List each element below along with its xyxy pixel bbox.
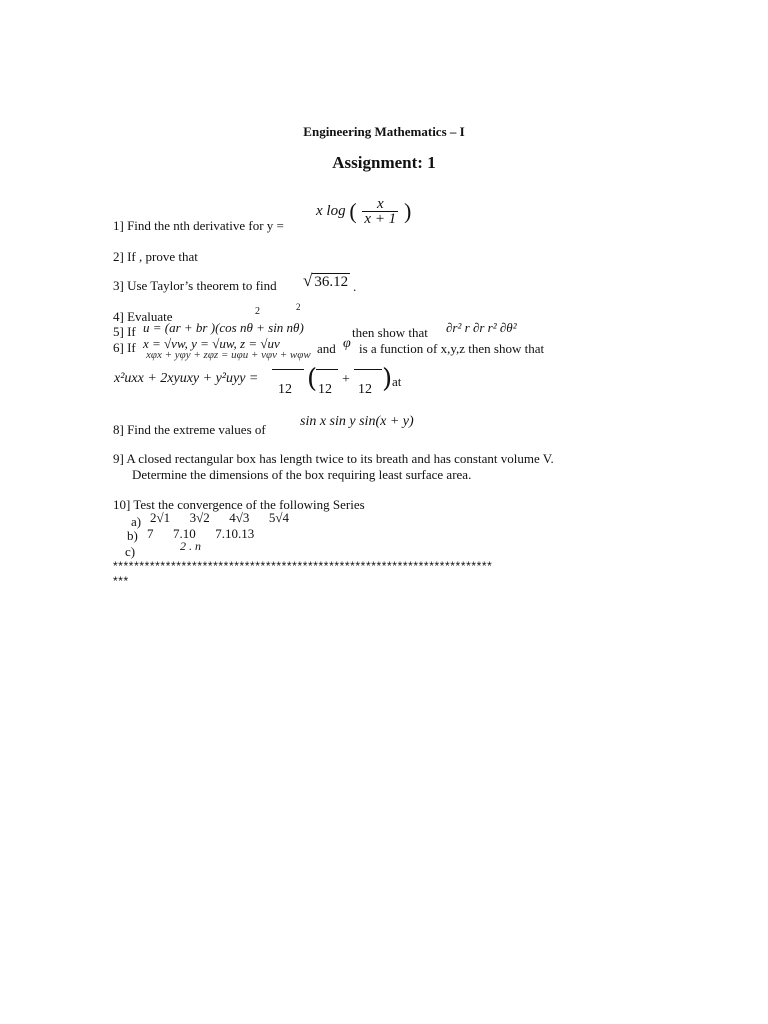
q10-a-terms: 2√1 3√2 4√3 5√4 — [150, 510, 290, 525]
question-1-formula: x log ( $\frac{x}{x + 1}$ ) — [316, 196, 412, 227]
assignment-title: Assignment: 1 — [332, 153, 436, 172]
question-5-text: 5] If — [113, 324, 136, 339]
q7-left-paren: ( — [307, 364, 318, 394]
question-8-text: 8] Find the extreme values of — [113, 422, 266, 437]
q4-fragment-b: 2 — [296, 302, 301, 312]
q1-formula-lead: x log — [316, 202, 346, 219]
question-9-line-2: Determine the dimensions of the box requiring least surface area. — [132, 467, 472, 482]
question-3-formula: √ 36.12 — [303, 271, 349, 290]
question-6-formula: x = √vw, y = √uw, z = √uv — [143, 336, 280, 351]
q10-b-label: b) — [127, 528, 138, 543]
question-2-text: 2] If , prove that — [113, 249, 198, 264]
q7-frac2-den: 12 — [318, 382, 332, 397]
q7-frac2-bar — [316, 369, 338, 370]
q6-subline: xφx + yφy + zφz = uφu + vφv + wφw — [146, 349, 311, 361]
question-10-text: 10] Test the convergence of the following Series — [113, 497, 365, 512]
separator-stars: ************************************************************************ — [113, 559, 493, 573]
course-title: Engineering Mathematics – I — [303, 124, 465, 139]
question-4-text: 4] Evaluate — [113, 309, 173, 324]
question-9-line-1: 9] A closed rectangular box has length twice to its breath and has constant volume V. — [113, 451, 554, 466]
q7-frac1-bar — [272, 369, 304, 370]
separator-stars-tail: *** — [113, 574, 129, 588]
question-5-formula: u = (ar + br )(cos nθ + sin nθ) — [143, 320, 304, 335]
question-1-text: 1] Find the nth derivative for y = — [113, 218, 284, 233]
q7-plus: + — [342, 372, 350, 387]
question-6-text: 6] If — [113, 340, 136, 355]
q4-fragment-a: 2 — [255, 306, 260, 317]
question-8-formula: sin x sin y sin(x + y) — [300, 414, 414, 429]
q6-tail: is a function of x,y,z then show that — [359, 341, 545, 356]
q7-frac1-den: 12 — [278, 382, 292, 397]
q3-tail: . — [353, 279, 357, 294]
q1-fraction-numerator: x — [362, 197, 398, 212]
q6-and: and — [317, 341, 336, 356]
q7-right-paren: ) — [382, 364, 393, 394]
q10-c-label: c) — [125, 544, 136, 559]
q7-frac3-bar — [354, 369, 382, 370]
q3-radicand: 36.12 — [314, 274, 349, 290]
q10-b-terms: 7 7.10 7.10.13 — [147, 526, 255, 541]
q10-a-label: a) — [131, 514, 142, 529]
q10-c-terms: 2 . n — [180, 539, 201, 553]
q7-tail: at — [392, 374, 402, 389]
q5-mid-text: then show that — [352, 325, 428, 340]
q6-phi: φ — [343, 336, 351, 351]
q5-formula-fragment: ∂r² r ∂r r² ∂θ² — [446, 320, 517, 335]
question-3-text: 3] Use Taylor’s theorem to find — [113, 278, 277, 293]
q1-fraction-denominator: x + 1 — [364, 211, 397, 227]
q7-lhs: x²uxx + 2xyuxy + y²uyy = — [114, 371, 259, 386]
q7-frac3-den: 12 — [358, 382, 372, 397]
